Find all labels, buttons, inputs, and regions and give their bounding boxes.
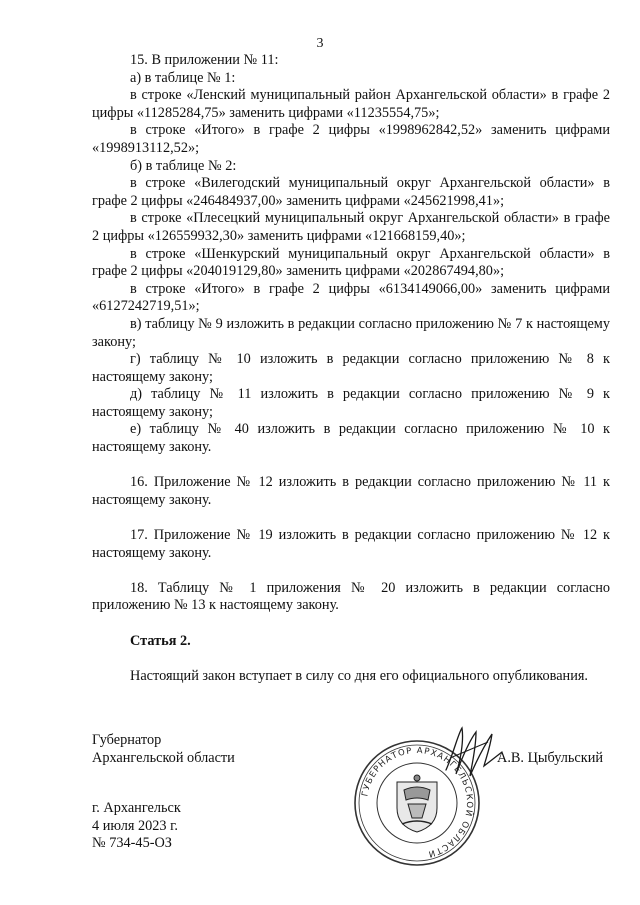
paragraph: в строке «Ленский муниципальный район Архангельской области» в графе 2 цифры «11285284,75» заменить цифрами «11235554,75»; [92,87,610,121]
paragraph: в строке «Шенкурский муниципальный округ Архангельской области» в графе 2 цифры «204019129,80» заменить цифрами «202867494,80»; [92,245,610,280]
city: г. Архангельск [92,800,181,816]
coat-of-arms-icon [397,775,437,832]
article-2-title: Статья 2. [130,632,191,649]
paragraph: в строке «Плесецкий муниципальный округ Архангельской области» в графе 2 цифры «126559932,30» заменить цифрами «121668159,40»; [92,210,610,244]
article-2-text: Настоящий закон вступает в силу со дня его официального опубликования. [130,667,588,684]
governor-title-line2: Архангельской области [92,749,235,766]
paragraph: д) таблицу № 11 изложить в редакции согласно приложению № 9 к настоящему закону; [92,386,610,420]
item-16: 16. Приложение № 12 изложить в редакции согласно приложению № 11 к настоящему закону. [92,474,610,508]
paragraph: в строке «Итого» в графе 2 цифры «6134149066,00» заменить цифрами «6127242719,51»; [92,280,610,315]
paragraph: б) в таблице № 2: [130,157,237,174]
governor-name: А.В. Цыбульский [497,750,604,766]
paragraph: в строке «Итого» в графе 2 цифры «1998962842,52» заменить цифрами «1998913112,52»; [92,122,610,156]
paragraph: г) таблицу № 10 изложить в редакции согласно приложению № 8 к настоящему закону; [92,351,610,385]
governor-title-line1: Губернатор [92,732,162,748]
place-date-block [92,800,181,853]
paragraph: в) таблицу № 9 изложить в редакции согласно приложению № 7 к настоящему закону; [92,315,610,350]
svg-text:ГУБЕРНАТОР АРХАНГЕЛЬСКОЙ ОБЛАС: ГУБЕРНАТОР АРХАНГЕЛЬСКОЙ ОБЛАСТИ [360,745,475,859]
date: 4 июля 2023 г. [92,817,178,834]
paragraph: е) таблицу № 40 изложить в редакции согласно приложению № 10 к настоящему закону. [92,421,610,456]
paragraph: 15. В приложении № 11: [130,52,279,68]
paragraph: в строке «Вилегодский муниципальный округ Архангельской области» в графе 2 цифры «246484937,00» заменить цифрами «245621998,41»; [92,175,610,209]
item-18: 18. Таблицу № 1 приложения № 20 изложить в редакции согласно приложению № 13 к настоящему закону. [92,579,610,614]
item-17: 17. Приложение № 19 изложить в редакции согласно приложению № 12 к настоящему закону. [92,527,610,561]
handwritten-signature [440,722,510,782]
governor-title [92,732,235,767]
law-number: № 734-45-ОЗ [92,835,172,852]
page-number: 3 [316,36,324,51]
paragraph: а) в таблице № 1: [130,69,236,86]
document-body [92,52,610,685]
